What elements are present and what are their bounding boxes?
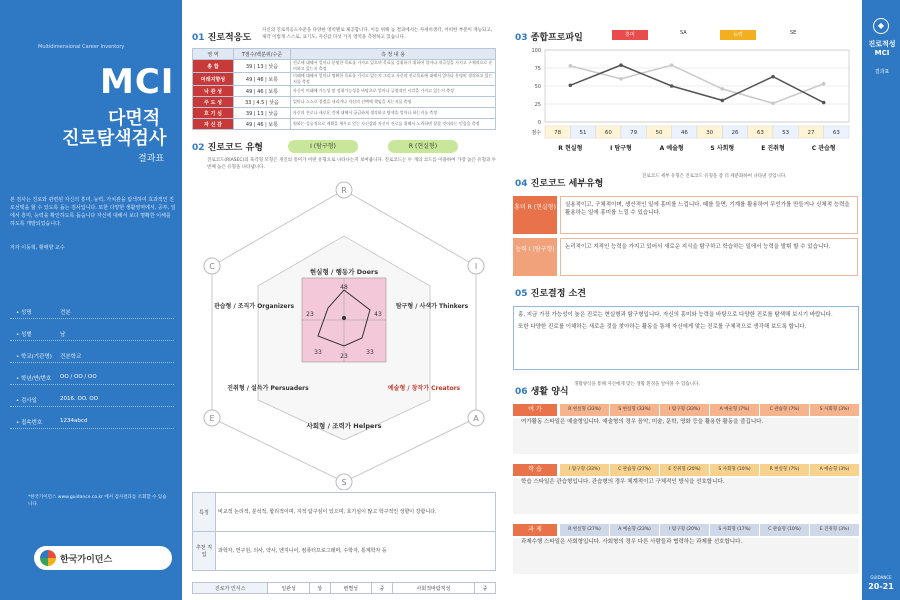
lifestyle-cell: I 탐구형 (33%) bbox=[659, 404, 709, 416]
compass-icon: ◆ bbox=[873, 18, 889, 34]
series-point bbox=[569, 83, 573, 87]
validity-cell: 중 bbox=[475, 583, 496, 594]
letter-i: I bbox=[474, 262, 478, 271]
title-line3: 결과표 bbox=[138, 154, 165, 164]
th-area: 영 역 bbox=[193, 49, 234, 60]
s04-text: 논리적이고 지적인 능력을 가지고 있어서 새로운 지식을 탐구하고 학습하는 일에서 능력을 발휘 할 수 있습니다. bbox=[560, 238, 858, 276]
category-label: C 관습형 bbox=[811, 145, 836, 152]
s02-row2-text: 과학자, 연구원, 의사, 약사, 엔지니어, 컴퓨터프로그래머, 수학자, 통계학자 등 bbox=[216, 532, 496, 571]
lifestyle-cell: C 관습형 (10%) bbox=[759, 524, 809, 536]
company-logo bbox=[34, 546, 172, 570]
th-score: T점수/백분위/수준 bbox=[234, 49, 291, 60]
riasec-hexagon bbox=[192, 178, 496, 490]
right-title: 진로적성 MCI bbox=[868, 40, 896, 57]
lifestyle-cell: C 관습형 (7%) bbox=[759, 404, 809, 416]
logo-abbr: MCI bbox=[100, 62, 175, 102]
score-cell: 79 bbox=[630, 130, 638, 136]
series-point bbox=[670, 63, 674, 67]
area-desc: 진로에 대해서 얼마나 분명한 목표를 가지고 있으며 목표를 성취하기 위하여 얼마나 적극성을 가지고 구체적으로 준비하고 있는지 측정 bbox=[291, 60, 496, 73]
s05-box bbox=[513, 306, 859, 370]
series-point bbox=[670, 84, 674, 88]
category-label: S 사회형 bbox=[710, 145, 735, 152]
score-cell: 46 bbox=[680, 130, 688, 136]
y-tick-label: 25 bbox=[534, 102, 541, 108]
lifestyle-cell: A 예술형 (3%) bbox=[809, 464, 859, 476]
lifestyle-cell: R 현실형 (7%) bbox=[759, 464, 809, 476]
series-point bbox=[721, 99, 725, 103]
area-desc: 얼마나 스스로 결정을 내리거나 자신의 선택에 책임을 지는지를 측정 bbox=[291, 97, 496, 108]
s05-heading bbox=[515, 286, 586, 299]
series-point bbox=[822, 101, 826, 105]
area-name: 주 도 성 bbox=[193, 97, 234, 108]
axis-value-br: 33 bbox=[366, 349, 374, 356]
area-name: 총 합 bbox=[193, 60, 234, 73]
letter-r: R bbox=[341, 186, 347, 195]
company-logo-icon bbox=[40, 550, 56, 566]
area-score: 39 | 13 | 낮음 bbox=[234, 108, 291, 119]
label-thinkers: 탐구형 / 사색가 Thinkers bbox=[395, 303, 469, 310]
info-key: • 검사일 bbox=[16, 398, 37, 404]
page-number: 20-21 bbox=[868, 582, 894, 591]
lifestyle-cell: R 현실형 (33%) bbox=[559, 404, 609, 416]
axis-value-left: 23 bbox=[306, 311, 314, 318]
s05-title: 진로결정 소견 bbox=[530, 289, 586, 299]
lifestyle-text: 학습 스타일은 관습형입니다. 관습형의 경우 체계적이고 구체적인 방식을 선호합니다. bbox=[513, 478, 859, 514]
code1-pill: I (탐구형) bbox=[288, 140, 358, 153]
s04-title: 진로코드 세부유형 bbox=[530, 179, 604, 189]
description: 본 검사는 진로와 관련된 자신의 흥미, 능력, 가치관을 탐색하여 효과적인 진로선택을 할 수 있도록 돕는 검사입니다. 또한 다양한 생활영역에서, 공부, 일에서 흥미, 능력을 확인하도록 돕습니다 자신에 대해서 보다 명확한 이해를 하도록 개발되었습니다. bbox=[10, 197, 176, 227]
y-tick-label: 100 bbox=[531, 48, 541, 54]
axis-value-bottom: 23 bbox=[340, 353, 348, 360]
lifestyle-cell: A 예술형 (23%) bbox=[609, 524, 659, 536]
letter-e: E bbox=[209, 414, 215, 423]
s01-title: 진로적응도 bbox=[207, 33, 252, 43]
adaptability-row bbox=[193, 60, 496, 73]
series-point bbox=[771, 75, 775, 79]
score-cell: 27 bbox=[807, 130, 815, 136]
info-key: • 성별 bbox=[16, 332, 32, 338]
code-pills bbox=[248, 140, 496, 153]
series-point bbox=[569, 64, 573, 68]
s03-heading bbox=[515, 30, 583, 43]
right-strip bbox=[862, 0, 900, 600]
s02-row1-text: 비교적 논리적, 분석적, 합리적이며, 지적 탐구심이 있으며, 호기심이 많고 학구적인 성향이 강합니다. bbox=[216, 493, 496, 532]
series-point bbox=[721, 87, 725, 91]
lifestyle-cell: I 탐구형 (20%) bbox=[659, 524, 709, 536]
score-cell: 30 bbox=[706, 130, 714, 136]
lifestyle-cell: C 관습형 (27%) bbox=[609, 464, 659, 476]
letter-c: C bbox=[209, 262, 215, 271]
lifestyle-cell: S 사회형 (10%) bbox=[709, 464, 759, 476]
lifestyle-cell: R 현실형 (27%) bbox=[559, 524, 609, 536]
area-desc: 미래에 대해서 얼마나 명확한 목표를 가지고 있는지 그리고 자신의 진로목표에 대해서 얼마나 분명히 생각하고 있는지를 측정 bbox=[291, 73, 496, 86]
label-helpers: 사회형 / 조력가 Helpers bbox=[306, 422, 382, 430]
info-key: • 학년/반/번호 bbox=[16, 376, 52, 382]
letter-a: A bbox=[473, 414, 479, 423]
axis-value-top: 48 bbox=[340, 284, 348, 291]
lifestyle-head: 여 가 bbox=[513, 404, 557, 416]
area-desc: 자신이 미래에 가능성 및 성취가능성을 바탕으로 얼마나 긍정적인 시각을 가지고 있는지 측정 bbox=[291, 86, 496, 97]
company-name: 한국가이던스 bbox=[60, 555, 113, 565]
page-label: GUIDANCE bbox=[870, 575, 892, 580]
lifestyle-cell: I 탐구형 (33%) bbox=[559, 464, 609, 476]
s04-heading bbox=[515, 176, 603, 189]
label-doers: 현실형 / 행동가 Doers bbox=[309, 268, 379, 276]
subtitle-en: Multidimensional Career Inventory bbox=[38, 44, 125, 50]
y-tick-label: 0 bbox=[537, 120, 541, 126]
score-cell: 51 bbox=[579, 130, 587, 136]
area-score: 49 | 46 | 보통 bbox=[234, 73, 291, 86]
center-dot bbox=[342, 316, 346, 320]
s02-row2-label: 추천 직업 bbox=[193, 532, 216, 571]
validity-cell: 변별성 bbox=[330, 583, 371, 594]
area-name: 호 기 심 bbox=[193, 108, 234, 119]
title-line2: 진로탐색검사 bbox=[62, 128, 167, 149]
authors: 저자 이동혁, 황매향 교수 bbox=[10, 245, 65, 251]
lifestyle-cell: E 진취형 (20%) bbox=[659, 464, 709, 476]
category-label: R 현실형 bbox=[558, 145, 583, 152]
score-cell: 78 bbox=[554, 130, 562, 136]
legend2-tag: 능력 bbox=[720, 30, 756, 40]
label-organizers: 관습형 / 조직가 Organizers bbox=[213, 303, 295, 310]
score-cell: 53 bbox=[782, 130, 790, 136]
s06-heading bbox=[515, 384, 569, 397]
adaptability-row bbox=[193, 108, 496, 119]
s06-title: 생활 양식 bbox=[530, 387, 569, 397]
info-value: 견본학교 bbox=[60, 354, 82, 360]
y-tick-label: 50 bbox=[534, 84, 541, 90]
s02-title: 진로코드 유형 bbox=[207, 143, 263, 153]
s04-text: 실용적이고, 구체적이며, 생산적인 일에 흥미를 느낍니다. 때를 들면, 기계를 활용하여 무언가를 만들거나 신체적 능력을 활용하는 일에 흥미를 느낄 수 있습니다. bbox=[560, 196, 858, 234]
series-point bbox=[771, 101, 775, 105]
s01-heading bbox=[192, 30, 251, 43]
s06-intro: 생활양식을 통해 자신에게 맞는 생활 환경을 알아볼 수 있습니다. bbox=[574, 382, 700, 387]
series-point bbox=[822, 82, 826, 86]
score-cell: 50 bbox=[655, 130, 663, 136]
score-cell: 63 bbox=[756, 130, 764, 136]
lifestyle-cell: S 현실형 (33%) bbox=[609, 404, 659, 416]
score-cell: 60 bbox=[604, 130, 612, 136]
axis-value-right: 43 bbox=[374, 311, 382, 318]
s04-intro: 진로코드 세부 유형은 진로코드 유형을 좀 더 세분화하여 나타낸 것입니다. bbox=[642, 174, 787, 179]
adaptability-row bbox=[193, 119, 496, 130]
score-cell: 63 bbox=[832, 130, 840, 136]
adaptability-row bbox=[193, 86, 496, 97]
validity-cell: 상 bbox=[309, 583, 330, 594]
series-line-1 bbox=[570, 65, 823, 102]
s05-number: 05 bbox=[515, 289, 528, 299]
s02-number: 02 bbox=[192, 143, 205, 153]
s04-tag: 능력 I (탐구형) bbox=[513, 238, 557, 276]
info-value: 1234abcd bbox=[60, 418, 88, 424]
profile-chart bbox=[515, 44, 859, 164]
lifestyle-cell: S 사회형 (3%) bbox=[809, 404, 859, 416]
validity-cell: 사회적바람직성 bbox=[392, 583, 474, 594]
adaptability-table bbox=[192, 48, 496, 130]
area-name: 자 신 감 bbox=[193, 119, 234, 130]
s03-number: 03 bbox=[515, 33, 528, 43]
lifestyle-head: 학 습 bbox=[513, 464, 557, 476]
info-key: • 학교(기관명) bbox=[16, 354, 52, 360]
lifestyle-text: 과제수행 스타일은 사회형입니다. 사회형의 경우 다른 사람들과 협력하는 과제를 선호합니다. bbox=[513, 538, 859, 574]
axis-value-bl: 33 bbox=[314, 349, 322, 356]
series-point bbox=[619, 63, 623, 67]
category-label: E 진취형 bbox=[761, 145, 785, 152]
lifestyle-cell: S 사회형 (17%) bbox=[709, 524, 759, 536]
th-desc: 측 정 내 용 bbox=[291, 49, 496, 60]
legend1-tag: 흥미 bbox=[612, 30, 648, 40]
info-value: OO / OO / OO bbox=[60, 374, 97, 380]
right-sub: 결과표 bbox=[874, 69, 890, 75]
info-value: 남 bbox=[60, 332, 66, 338]
s02-intro: 진로코드(RIASEC)의 육각형 모형은 개인의 흥미가 어떤 유형으로 나타나는지 보여줍니다. 진로코드는 두 개의 코드를 이용하여 가장 높은 유형과 두 번째 높은 유형을 나타냅니다. bbox=[207, 158, 497, 170]
category-label: A 예술형 bbox=[659, 145, 684, 152]
left-panel bbox=[0, 0, 182, 600]
area-name: 미래지향성 bbox=[193, 73, 234, 86]
area-score: 33 | 4.5 | 낮음 bbox=[234, 97, 291, 108]
info-key: • 접속번호 bbox=[16, 420, 43, 426]
note: *한국가이던스 www.guidance.co.kr 에서 검사결과를 조회할 수 있습니다. bbox=[28, 495, 167, 507]
code2-pill: R (현실형) bbox=[388, 140, 458, 153]
adaptability-row bbox=[193, 97, 496, 108]
info-value: 견본 bbox=[60, 310, 71, 316]
info-key: • 성명 bbox=[16, 310, 32, 316]
label-creators: 예술형 / 창작가 Creators bbox=[387, 385, 461, 392]
legend2-code: SE bbox=[790, 30, 797, 36]
validity-cell: 진로가 인식스 bbox=[193, 583, 268, 594]
area-score: 39 | 13 | 낮음 bbox=[234, 60, 291, 73]
validity-cell: 일관성 bbox=[268, 583, 309, 594]
series-point bbox=[619, 77, 623, 81]
s01-intro: 자신의 진로적응도수준을 다양한 영역별로 제공합니다. 이를 위해 높 결과에서는 자세히생각, 어떠한 부분이 재능되고, 제각 이렇게 스스로, 표기도, 자신감 다섯 가지 영역을 측정하고 있습니다. bbox=[262, 28, 493, 40]
s05-p2: 또한 다양한 진로를 이해하는 새로운 것을 찾아하는 활동을 통해 자신에게 맞는 진로를 구체적으로 생각해 보도록 합니다. bbox=[518, 324, 807, 330]
s04-tag: 흥미 R (현실형) bbox=[513, 196, 557, 234]
adaptability-row bbox=[193, 73, 496, 86]
lifestyle-cell: A 예술형 (7%) bbox=[709, 404, 759, 416]
y-tick-label: 75 bbox=[534, 66, 541, 72]
lifestyle-text: 여가활동 스타일은 예술형입니다. 예술형의 경우 음악, 미술, 문학, 영화 등을 활용한 활동을 즐깁니다. bbox=[513, 418, 859, 454]
s05-p1: 흥, 지금 가장 가능성이 높은 진로는 현실형과 탐구형입니다. 자신의 흥미와 능력을 바탕으로 다양한 진로를 탐색해 보시기 바랍니다. bbox=[518, 312, 833, 318]
area-desc: 원하는 성공적으로 계획을 세우고 얻는 자신감과 자신이 진로를 위해서 노력하면 잘할 것이라는 믿음을 측정 bbox=[291, 119, 496, 130]
s04-number: 04 bbox=[515, 179, 528, 189]
area-score: 49 | 46 | 보통 bbox=[234, 86, 291, 97]
score-cell: 26 bbox=[731, 130, 739, 136]
legend1-code: SA bbox=[680, 30, 687, 36]
s02-row1-label: 특징 bbox=[193, 493, 216, 532]
info-value: 2016. OO. OO bbox=[60, 396, 99, 402]
s06-number: 06 bbox=[515, 387, 528, 397]
title-line1: 다면적 bbox=[108, 108, 161, 129]
letter-s: S bbox=[341, 478, 347, 487]
label-persuaders: 진취형 / 설득가 Persuaders bbox=[227, 385, 309, 392]
validity-cell: 중 bbox=[371, 583, 392, 594]
score-row-label: 점수 bbox=[531, 130, 541, 136]
area-name: 낙 관 성 bbox=[193, 86, 234, 97]
category-label: I 탐구형 bbox=[610, 145, 632, 152]
area-desc: 자신의 진로나 새로운 것에 대해서 궁금하게 생각하고 탐색을 얼마나 하는지를 측정 bbox=[291, 108, 496, 119]
lifestyle-cell: E 진취형 (3%) bbox=[809, 524, 859, 536]
s01-number: 01 bbox=[192, 33, 205, 43]
s03-title: 종합프로파일 bbox=[530, 33, 583, 43]
lifestyle-head: 과 제 bbox=[513, 524, 557, 536]
validity-table bbox=[192, 582, 496, 594]
area-score: 49 | 46 | 보통 bbox=[234, 119, 291, 130]
s02-table bbox=[192, 492, 496, 571]
